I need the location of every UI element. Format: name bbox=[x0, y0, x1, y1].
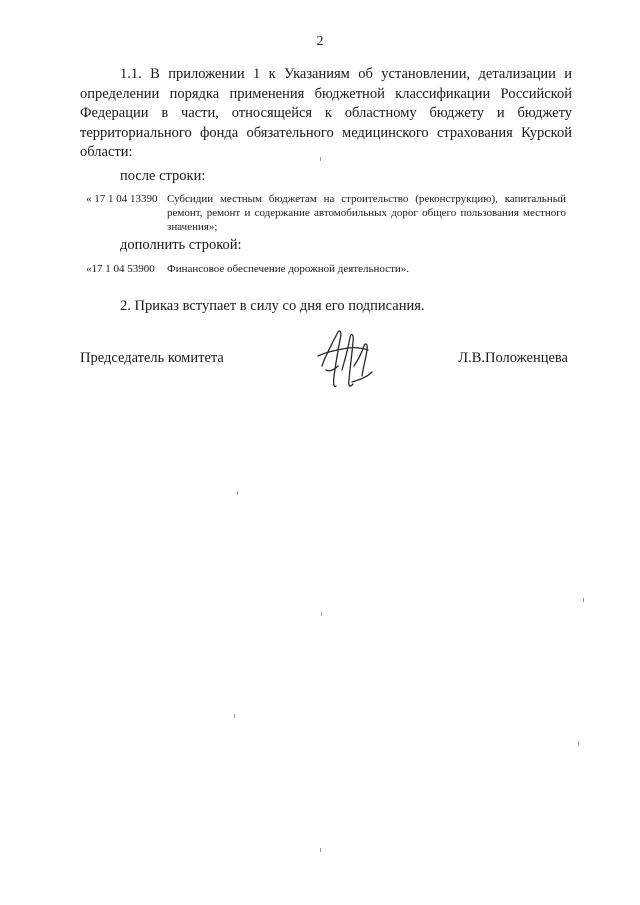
paragraph-2: 2. Приказ вступает в силу со дня его подписания. bbox=[120, 298, 425, 314]
budget-code: «17 1 04 53900 bbox=[86, 263, 155, 275]
budget-code: « 17 1 04 13390 bbox=[86, 193, 158, 205]
signatory-name: Л.В.Положенцева bbox=[458, 350, 568, 366]
paragraph-1: 1.1. В приложении 1 к Указаниям об установлении, детализации и определении порядка применения бюджетной классификации Российской Федерации в части, относящейся к областному бюджету и бюджету территориального фонда обязательного медицинского страхования Курской области: bbox=[80, 66, 572, 161]
signatory-role: Председатель комитета bbox=[80, 350, 224, 366]
budget-description: Субсидии местным бюджетам на строительство (реконструкцию), капитальный ремонт, ремонт и содержание автомобильных дорог общего пользования местного значения»; bbox=[167, 193, 566, 234]
scan-speck bbox=[320, 157, 321, 161]
page-number: 2 bbox=[316, 34, 324, 49]
scan-speck bbox=[321, 612, 322, 616]
after-line-label: после строки: bbox=[120, 168, 206, 184]
scan-speck bbox=[583, 598, 584, 602]
budget-description: Финансовое обеспечение дорожной деятельности». bbox=[167, 263, 409, 275]
scan-speck bbox=[234, 714, 235, 718]
scan-speck bbox=[578, 741, 579, 745]
scan-speck bbox=[320, 848, 321, 852]
handwritten-signature bbox=[312, 326, 382, 392]
add-line-label: дополнить строкой: bbox=[120, 237, 242, 253]
scan-speck bbox=[237, 491, 238, 495]
